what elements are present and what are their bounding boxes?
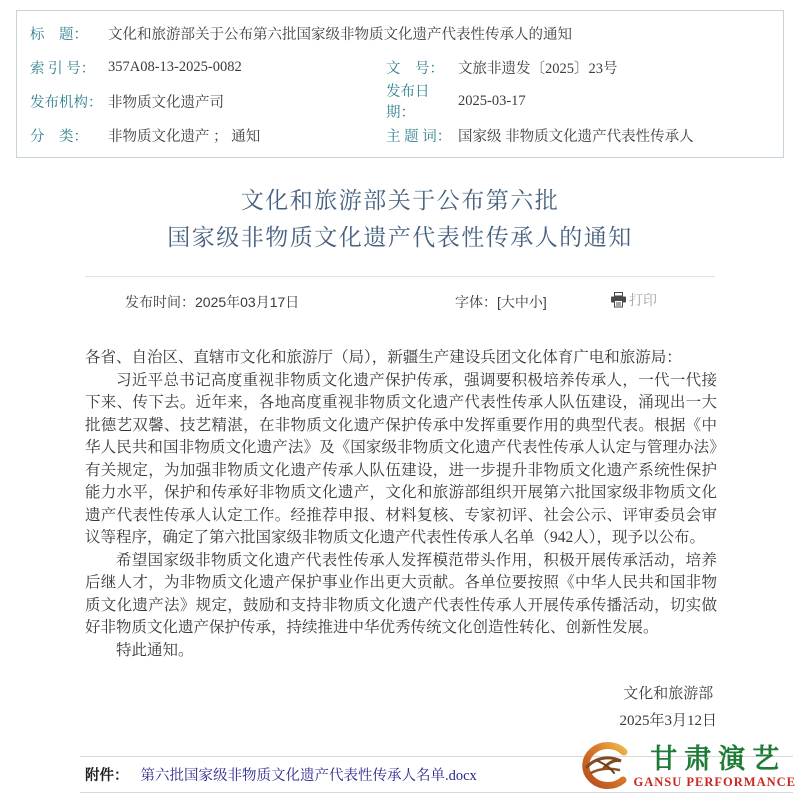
gansu-performance-logo (574, 740, 796, 794)
flying-horse-emblem-icon (574, 740, 632, 794)
keywords-label: 主 题 词： (386, 128, 452, 145)
body-paragraph-closing: 特此通知。 (116, 641, 194, 659)
category-label: 分 类： (30, 128, 88, 145)
publish-time-label: 发布时间： (125, 294, 195, 310)
font-size-controls (455, 292, 547, 312)
metadata-cell-agency (17, 91, 377, 112)
font-bracket-open: [ (497, 294, 501, 310)
publish-time-value: 2025年03月17日 (195, 294, 300, 310)
page-title-line2: 国家级非物质文化遗产代表性传承人的通知 (167, 225, 633, 250)
signer-name: 文化和旅游部 (623, 686, 714, 702)
docnum-value: 文旅非遗发〔2025〕23号 (458, 60, 618, 77)
logo-chinese-text: 甘肃演艺 (650, 744, 787, 774)
metadata-row-category (17, 118, 783, 152)
metadata-cell-docnum (377, 57, 783, 78)
category-value: 非物质文化遗产 ； 通知 (108, 128, 261, 145)
page-title (0, 182, 800, 256)
metadata-row-agency (17, 84, 783, 121)
page-title-line1: 文化和旅游部关于公布第六批 (240, 188, 560, 213)
metadata-cell-index (17, 57, 377, 78)
metadata-row-index (17, 50, 783, 84)
metadata-cell-keywords (377, 125, 783, 146)
metadata-table (16, 10, 784, 158)
title-value: 文化和旅游部关于公布第六批国家级非物质文化遗产代表性传承人的通知 (108, 26, 572, 43)
body-paragraph-2: 希望国家级非物质文化遗产代表性传承人发挥模范带头作用，积极开展传承活动，培养后继人才，为非物质文化遗产保护事业作出更大贡献。各单位要按照《中华人民共和国非物质文化遗产法》规定，鼓励和支持非物质文化遗产代表性传承人开展传承传播活动，切实做好非物质文化遗产保护传承，持续推进中华优秀传统文化创造性转化、创新性发展。 (85, 551, 717, 636)
index-value: 357A08-13-2025-0082 (108, 58, 242, 75)
logo-text (634, 744, 796, 790)
title-divider (85, 276, 715, 277)
logo-english-text: GANSU PERFORMANCE (633, 775, 796, 789)
font-bracket-close: ] (542, 294, 547, 310)
signature-date: 2025年3月12日 (619, 713, 717, 729)
font-size-medium[interactable]: 中 (514, 294, 529, 310)
font-size-small[interactable]: 小 (528, 294, 543, 310)
docnum-label: 文 号： (386, 60, 444, 77)
date-value: 2025-03-17 (458, 92, 526, 109)
attachment-label: 附件： (85, 768, 129, 784)
publish-info-row (85, 288, 715, 314)
metadata-cell-title (17, 23, 783, 44)
agency-value: 非物质文化遗产司 (108, 94, 224, 111)
signature-block (619, 681, 717, 735)
index-label: 索 引 号： (30, 60, 96, 77)
salutation: 各省、自治区、直辖市文化和旅游厅（局），新疆生产建设兵团文化体育广电和旅游局： (85, 349, 682, 366)
document-body (85, 347, 717, 662)
metadata-cell-category (17, 125, 377, 146)
body-paragraph-1: 习近平总书记高度重视非物质文化遗产保护传承，强调要积极培养传承人，一代一代接下来、传下去。近年来，各地高度重视非物质文化遗产代表性传承人队伍建设，涌现出一大批德艺双馨、技艺精湛，在非物质文化遗产保护传承中发挥重要作用的典型代表。根据《中华人民共和国非物质文化遗产法》及《国家级非物质文化遗产代表性传承人认定与管理办法》有关规定，为加强非物质文化遗产传承人队伍建设，进一步提升非物质文化遗产系统性保护能力水平，保护和传承好非物质文化遗产，文化和旅游部组织开展第六批国家级非物质文化遗产代表性传承人认定工作。经推荐申报、材料复核、专家初评、社会公示、评审委员会审议等程序，确定了第六批国家级非物质文化遗产代表性传承人名单（942人），现予以公布。 (85, 371, 717, 546)
print-button-label: 打印 (629, 292, 657, 308)
font-size-label: 字体： (455, 294, 497, 310)
printer-icon (610, 292, 627, 308)
keywords-value: 国家级 非物质文化遗产代表性传承人 (458, 128, 694, 145)
metadata-row-title (17, 16, 783, 50)
metadata-cell-date (377, 80, 783, 122)
agency-label: 发布机构： (30, 94, 103, 111)
font-size-large[interactable]: 大 (500, 294, 515, 310)
publish-time (125, 292, 299, 312)
title-label: 标 题： (30, 26, 88, 43)
date-label: 发布日期： (386, 84, 430, 121)
attachment-link[interactable]: 第六批国家级非物质文化遗产代表性传承人名单.docx (140, 768, 477, 784)
print-button[interactable] (610, 290, 657, 310)
